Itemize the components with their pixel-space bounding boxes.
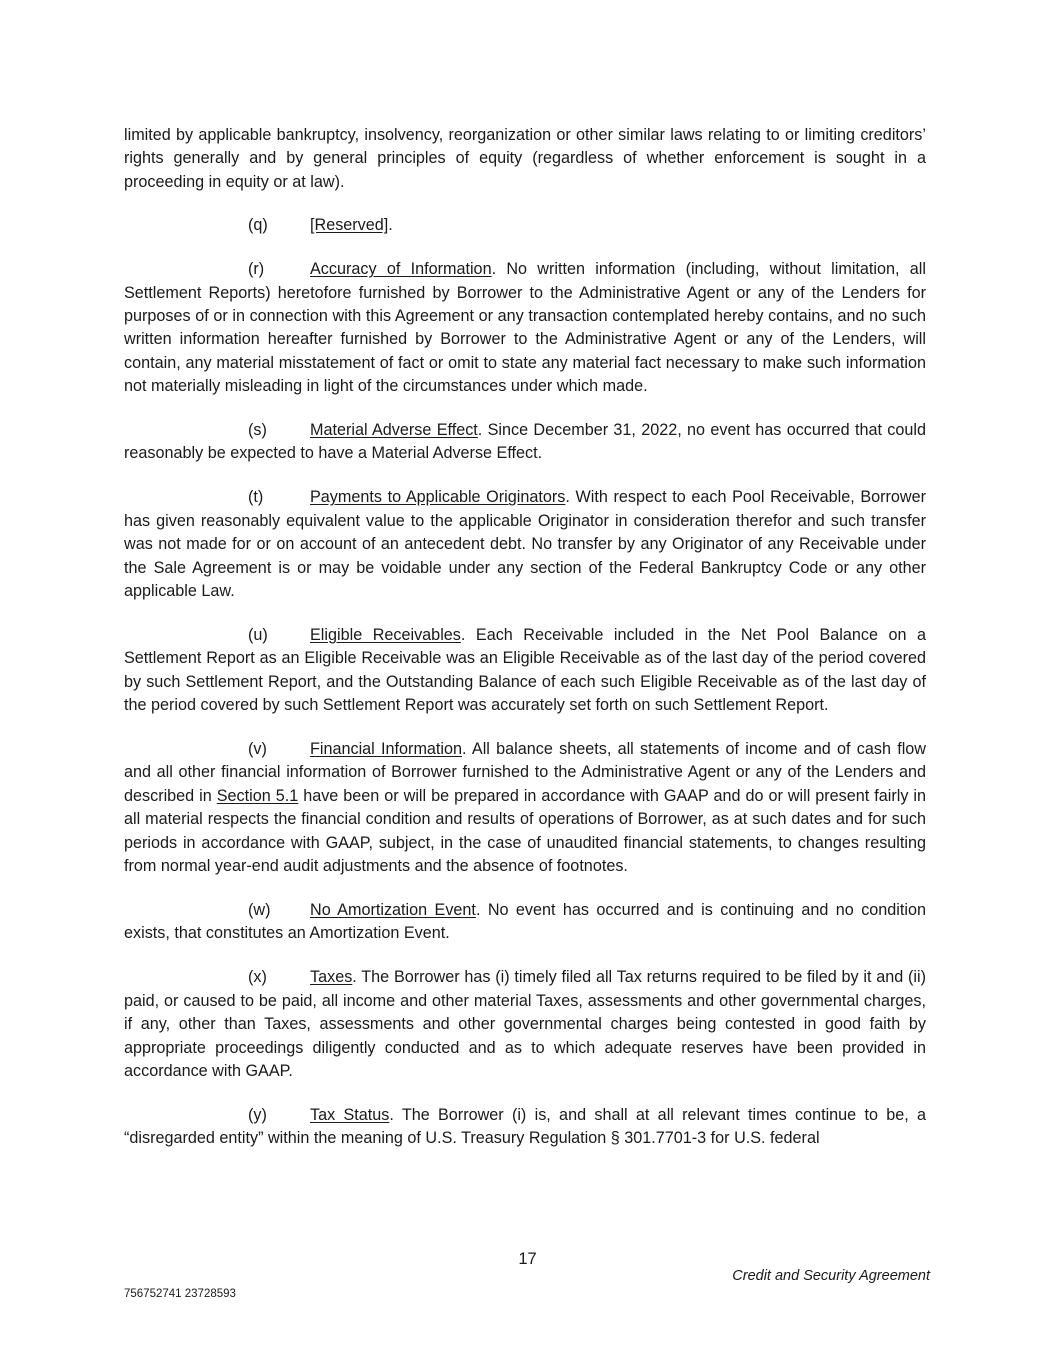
section-text: . No written information (including, without limitation, all Settlement Reports) heretofore furnished by Borrower to the Administrative Agent or any of the Lenders for purposes of or in connection with this Agreement or any transaction contemplated hereby contains, and no such written information hereafter furnished by Borrower to the Administrative Agent or any of the Lenders, will contain, any material misstatement of fact or omit to state any material fact necessary to make such information not materially misleading in light of the circumstances under which made. — [124, 260, 926, 396]
section-heading: Eligible Receivables — [310, 625, 461, 644]
section-u — [124, 624, 926, 718]
document-body — [124, 124, 926, 1171]
section-number: (y) — [248, 1105, 267, 1124]
section-number: (u) — [248, 625, 268, 644]
section-text: . No event has occurred and is continuing and no condition exists, that constitutes an Amortization Event. — [124, 900, 926, 943]
section-number: (q) — [248, 216, 268, 235]
section-text: . — [388, 216, 393, 235]
section-heading: [Reserved] — [310, 216, 389, 235]
section-heading: Material Adverse Effect — [310, 421, 478, 440]
section-v — [124, 738, 926, 878]
section-number: (r) — [248, 260, 265, 279]
section-heading: Tax Status — [310, 1105, 390, 1124]
section-text: . Each Receivable included in the Net Pool Balance on a Settlement Report as an Eligible Receivable was an Eligible Receivable as of the last day of the period covered by such Settlement Report, and the Outstanding Balance of each such Eligible Receivable as of the last day of the period covered by such Settlement Report was accurately set forth on such Settlement Report. — [124, 625, 926, 715]
section-heading: No Amortization Event — [310, 900, 476, 919]
section-w — [124, 899, 926, 946]
section-number: (s) — [248, 421, 267, 440]
section-number: (t) — [248, 488, 264, 507]
section-reference-link: Section 5.1 — [216, 786, 299, 805]
footer-document-id: 756752741 23728593 — [124, 1288, 236, 1300]
section-text: . Since December 31, 2022, no event has occurred that could reasonably be expected to have a Material Adverse Effect. — [124, 421, 927, 463]
section-y — [124, 1104, 926, 1151]
section-heading: Payments to Applicable Originators — [310, 488, 566, 507]
section-text: . With respect to each Pool Receivable, Borrower has given reasonably equivalent value to the applicable Originator in consideration therefor and such transfer was not made for or on account of an antecedent debt. No transfer by any Originator of any Receivable under the Sale Agreement is or may be voidable under any section of the Federal Bankruptcy Code or any other applicable Law. — [124, 488, 927, 600]
footer-document-title: Credit and Security Agreement — [732, 1268, 930, 1284]
section-heading: Taxes — [310, 968, 353, 987]
section-heading: Accuracy of Information — [310, 260, 492, 279]
section-text: have been or will be prepared in accordance with GAAP and do or will present fairly in all material respects the financial condition and results of operations of Borrower, as at such dates and for such periods in accordance with GAAP, subject, in the case of unaudited financial statements, to changes resulting from normal year-end audit adjustments and the absence of footnotes. — [124, 786, 926, 876]
section-text: . The Borrower has (i) timely filed all Tax returns required to be filed by it and (ii) paid, or caused to be paid, all income and other material Taxes, assessments and other governmental charges, if any, other than Taxes, assessments and other governmental charges being contested in good faith by appropriate proceedings diligently conducted and as to which adequate reserves have been provided in accordance with GAAP. — [124, 968, 926, 1080]
section-s — [124, 419, 926, 466]
section-number: (x) — [248, 968, 267, 987]
section-heading: Financial Information — [310, 740, 463, 759]
section-x — [124, 966, 926, 1083]
page-number: 17 — [518, 1250, 537, 1268]
section-t — [124, 486, 926, 603]
section-r — [124, 258, 926, 398]
section-q — [124, 214, 926, 237]
section-text: . All balance sheets, all statements of income and of cash flow and all other financial information of Borrower furnished to the Administrative Agent or any of the Lenders and described in — [124, 740, 926, 805]
intro-paragraph: limited by applicable bankruptcy, insolvency, reorganization or other similar laws relating to or limiting creditors’ rights generally and by general principles of equity (regardless of whether enforcement is sought in a proceeding in equity or at law). — [124, 126, 926, 191]
section-text: . The Borrower (i) is, and shall at all relevant times continue to be, a “disregarded entity” within the meaning of U.S. Treasury Regulation § 301.7701-3 for U.S. federal — [124, 1105, 926, 1148]
section-number: (v) — [248, 740, 267, 759]
section-number: (w) — [248, 900, 271, 919]
